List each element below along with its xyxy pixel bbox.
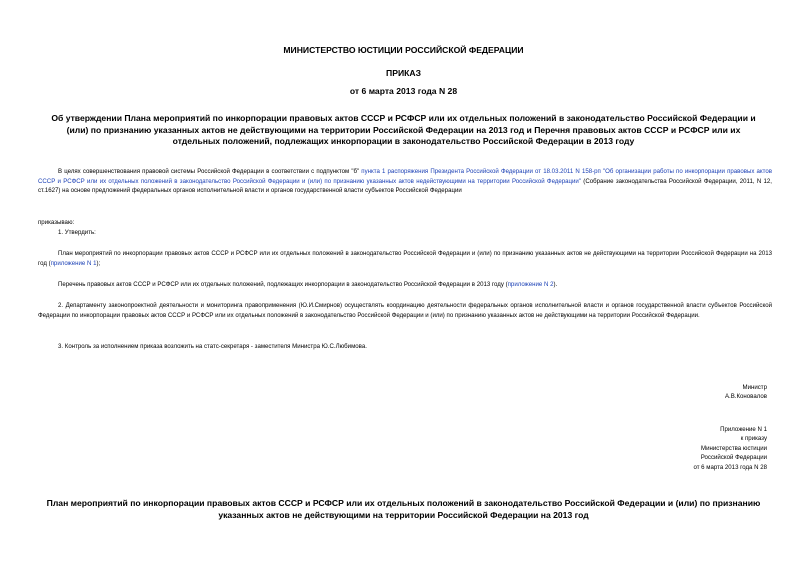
preamble-text-before: В целях совершенствования правовой системы Российской Федерации в соответствии с подпунктом "б" [58, 168, 362, 175]
signature-block [725, 383, 767, 402]
appendix-line-2: к приказу [740, 435, 767, 443]
appendix-line-1: Приложение N 1 [720, 426, 767, 433]
signature-position: Министр [742, 384, 767, 391]
date-number-heading: от 6 марта 2013 года N 28 [349, 86, 458, 96]
decree-link[interactable]: пункта 1 распоряжения Президента Российской Федерации от 18.03.2011 N 158-рп "Об организации работы по инкорпорации правовых актов СССР и РСФСР или их отдельных положений в законодательство Российской Федерации и (или) по признанию указанных актов недействующими на территории Российской Федерации" [38, 168, 772, 185]
list-end: ). [553, 281, 558, 288]
item-2-text: 2. Департаменту законопроектной деятельности и мониторинга правоприменения (Ю.И.Смирнов) осуществлять координацию деятельности федеральных органов исполнительной власти и органов государственной власти субъектов Российской Федерации по инкорпорации правовых актов СССР и РСФСР или их отдельных положений в законодательство Российской Федерации и (или) по признанию указанных актов не действующими на территории Российской Федерации. [38, 302, 772, 319]
item-2-paragraph [38, 301, 772, 320]
order-word: приказываю: [38, 219, 75, 226]
doc-type-heading: ПРИКАЗ [386, 68, 421, 78]
preamble-paragraph [38, 167, 772, 196]
appendix-2-link[interactable]: приложение N 2 [507, 281, 554, 288]
appendix-line-5: от 6 марта 2013 года N 28 [693, 463, 767, 471]
item-3-paragraph [38, 342, 772, 352]
signature-name: А.В.Коновалов [724, 393, 767, 401]
item-1: 1. Утвердить: [58, 229, 96, 236]
ministry-heading: МИНИСТЕРСТВО ЮСТИЦИИ РОССИЙСКОЙ ФЕДЕРАЦИИ [283, 45, 524, 55]
list-paragraph [38, 280, 772, 290]
appendix-line-4: Российской Федерации [700, 454, 767, 462]
appendix-line-3: Министерства юстиции [701, 444, 767, 452]
document-title: Об утверждении Плана мероприятий по инкорпорации правовых актов СССР и РСФСР или их отдельных положений в законодательство Российской Федерации и (или) по признанию указанных актов не действующими на территории Российской Федерации на 2013 год и Перечня правовых актов СССР и РСФСР или их отдельных положений, подлежащих инкорпорации в законодательство Российской Федерации в 2013 году [51, 113, 756, 146]
list-text: Перечень правовых актов СССР и РСФСР или их отдельных положений, подлежащих инкорпорации в законодательство Российской Федерации в 2013 году ( [58, 281, 508, 288]
appendix-block [693, 425, 767, 472]
plan-title: План мероприятий по инкорпорации правовых актов СССР и РСФСР или их отдельных положений в законодательство Российской Федерации и (или) по признанию указанных актов не действующими на территории Российской Федерации на 2013 год [46, 498, 761, 520]
plan-paragraph [38, 249, 772, 268]
item-3-text: 3. Контроль за исполнением приказа возложить на статс-секретаря - заместителя Министра Ю.С.Любимова. [58, 343, 367, 350]
plan-text: План мероприятий по инкорпорации правовых актов СССР и РСФСР или их отдельных положений в законодательство Российской Федерации и (или) по признанию указанных актов не действующими на территории Российской Федерации на 2013 год ( [38, 250, 772, 267]
appendix-1-link[interactable]: приложение N 1 [50, 259, 97, 267]
preamble-text-after: (Собрание законодательства Российской Федерации, 2011, N 12, ст.1627) на основе предложений федеральных органов исполнительной власти и органов государственной власти субъектов Российской Федерации [38, 177, 772, 195]
plan-end: ); [96, 259, 101, 267]
